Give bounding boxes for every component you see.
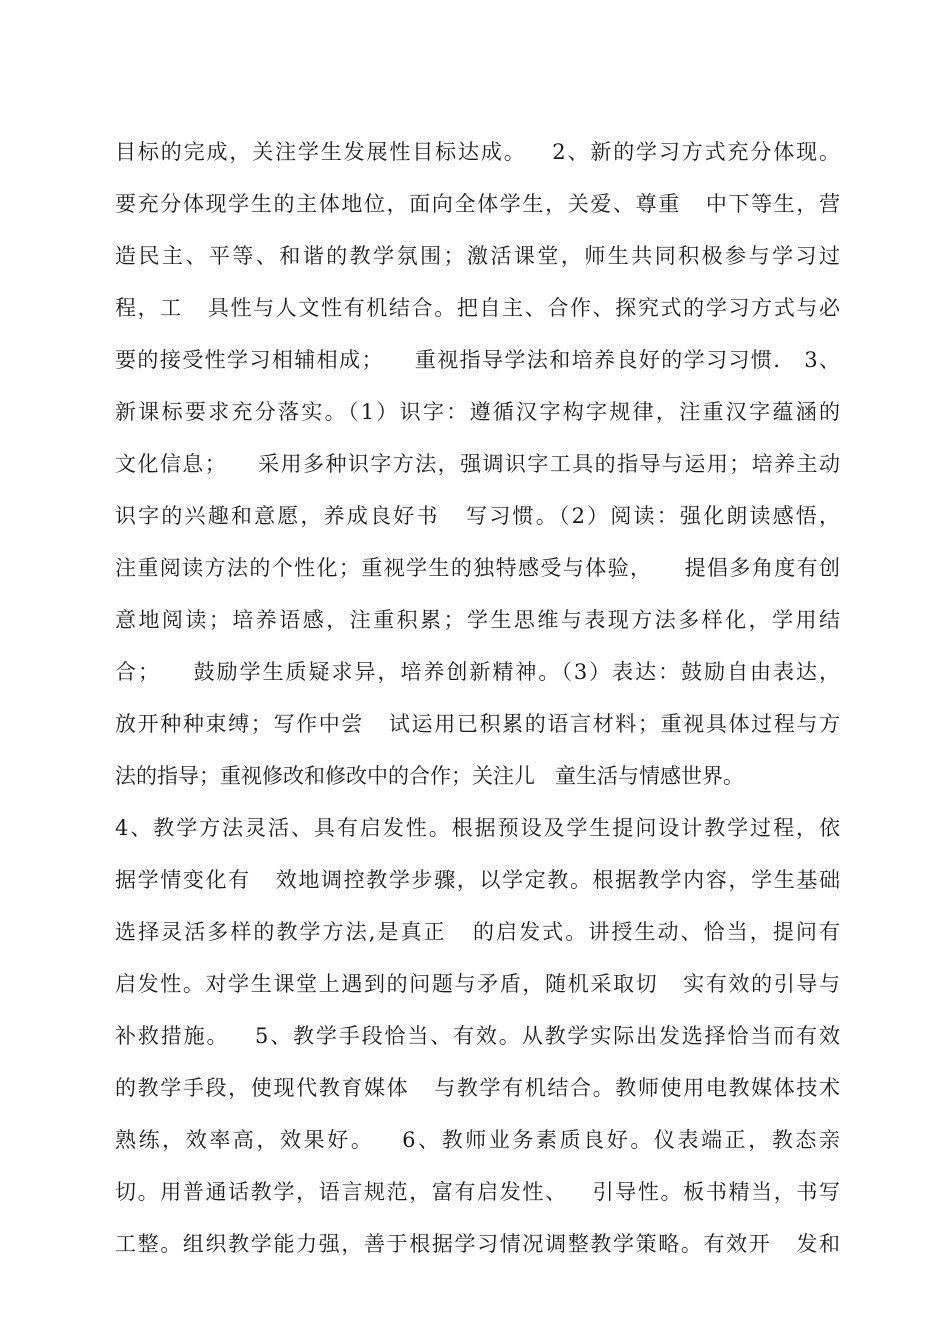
text-line: 要充分体现学生的主体地位，面向全体学生，关爱、尊重 中下等生，营	[115, 192, 840, 216]
text-line: 识字的兴趣和意愿，养成良好书 写习惯。（2）阅读：强化朗读感悟，	[115, 504, 840, 528]
text-line: 工整。组织教学能力强，善于根据学习情况调整教学策略。有效开 发和	[115, 1232, 840, 1256]
text-line: 选择灵活多样的教学方法,是真正 的启发式。讲授生动、恰当，提问有	[115, 920, 840, 944]
text-line: 启发性。对学生课堂上遇到的问题与矛盾，随机采取切 实有效的引导与	[115, 972, 840, 996]
text-line: 注重阅读方法的个性化；重视学生的独特感受与体验， 提倡多角度有创	[115, 556, 840, 580]
text-line: 造民主、平等、和谐的教学氛围；激活课堂，师生共同积极参与学习过	[115, 244, 840, 268]
text-line: 要的接受性学习相辅相成； 重视指导学法和培养良好的学习习惯. 3、	[115, 348, 840, 372]
text-line: 据学情变化有 效地调控教学步骤，以学定教。根据教学内容，学生基础	[115, 868, 840, 892]
text-line: 补救措施。 5、教学手段恰当、有效。从教学实际出发选择恰当而有效	[115, 1024, 840, 1048]
text-line: 法的指导；重视修改和修改中的合作；关注儿 童生活与情感世界。	[115, 764, 745, 788]
text-line: 4、教学方法灵活、具有启发性。根据预设及学生提问设计教学过程，依	[115, 816, 840, 840]
text-line: 文化信息； 采用多种识字方法，强调识字工具的指导与运用；培养主动	[115, 452, 840, 476]
text-line: 新课标要求充分落实。（1）识字：遵循汉字构字规律，注重汉字蕴涵的	[115, 400, 840, 424]
text-line: 熟练，效率高，效果好。 6、教师业务素质良好。仪表端正，教态亲	[115, 1128, 840, 1152]
text-line: 程，工 具性与人文性有机结合。把自主、合作、探究式的学习方式与必	[115, 296, 840, 320]
text-line: 放开种种束缚；写作中尝 试运用已积累的语言材料；重视具体过程与方	[115, 712, 840, 736]
text-line: 合； 鼓励学生质疑求异，培养创新精神。（3）表达：鼓励自由表达，	[115, 660, 840, 684]
body-text	[115, 126, 840, 1270]
text-line: 意地阅读；培养语感，注重积累；学生思维与表现方法多样化，学用结	[115, 608, 840, 632]
text-line: 目标的完成，关注学生发展性目标达成。 2、新的学习方式充分体现。	[115, 140, 840, 164]
text-line: 切。用普通话教学，语言规范，富有启发性、 引导性。板书精当，书写	[115, 1180, 840, 1204]
text-line: 的教学手段，使现代教育媒体 与教学有机结合。教师使用电教媒体技术	[115, 1076, 840, 1100]
